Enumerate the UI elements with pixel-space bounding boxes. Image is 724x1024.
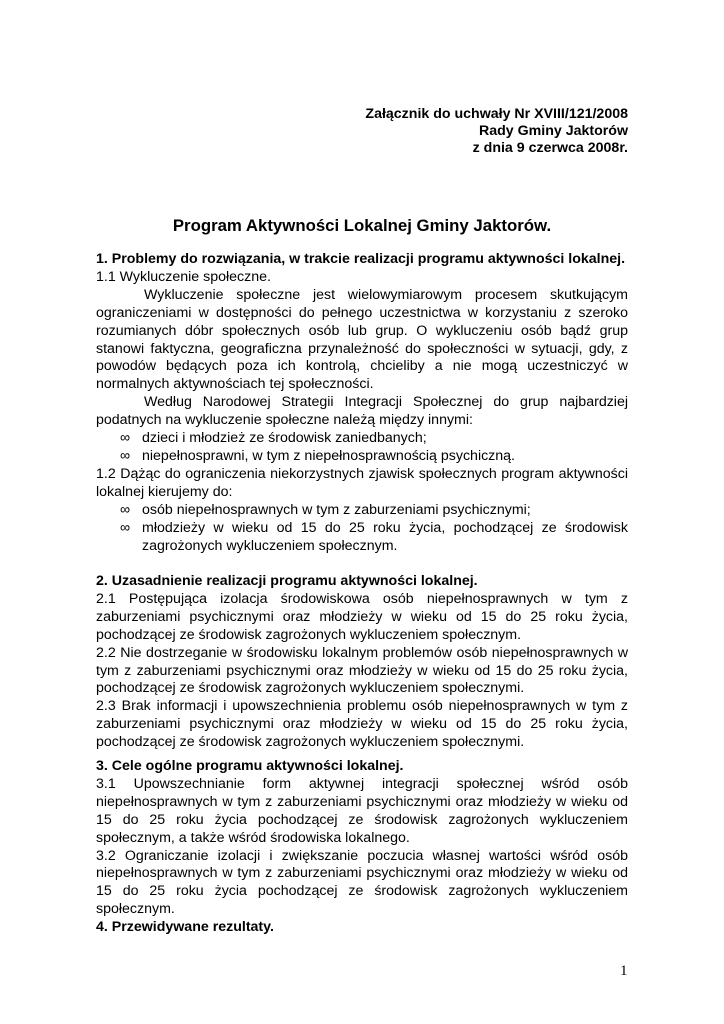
list-item: [96, 520, 628, 556]
bullet-text: niepełnosprawni, w tym z niepełnosprawnością psychiczną.: [142, 447, 516, 464]
list-item: [96, 430, 628, 448]
bullet-text: osób niepełnosprawnych w tym z zaburzeniami psychicznymi;: [142, 501, 531, 518]
section-2: [96, 573, 628, 752]
section-3-heading: 3. Cele ogólne programu aktywności lokalnej.: [96, 758, 404, 774]
section-3: [96, 758, 628, 937]
bullet-text: młodzieży w wieku od 15 do 25 roku życia, pochodzącej ze środowisk zagrożonych wykluczeniem społecznym.: [142, 519, 628, 554]
bullet-text: dzieci i młodzież ze środowisk zaniedbanych;: [142, 430, 427, 447]
section-1: [96, 251, 628, 555]
infinity-bullet-icon: ∞: [120, 519, 131, 536]
section-2-paragraph-2: 2.2 Nie dostrzeganie w środowisku lokalnym problemów osób niepełnosprawnych w tym z zaburzeniami psychicznymi oraz młodzieży w wieku od 15 do 25 roku życia, pochodzącej ze środowisk zagrożonych wykluczeniem społecznymi.: [96, 644, 628, 697]
section-1-heading: 1. Problemy do rozwiązania, w trakcie realizacji programu aktywności lokalnej.: [96, 251, 626, 267]
section-2-heading: 2. Uzasadnienie realizacji programu aktywności lokalnej.: [96, 573, 478, 589]
list-item: [96, 448, 628, 466]
section-4-heading: 4. Przewidywane rezultaty.: [96, 919, 274, 936]
section-3-paragraph-2: 3.2 Ograniczanie izolacji i zwiększanie poczucia własnej wartości wśród osób niepełnosprawnych w tym z zaburzeniami psychicznymi oraz młodzieży w wieku od 15 do 25 roku życia pochodzącej ze środowisk zagrożonych wykluczeniem społecznym.: [96, 847, 628, 918]
header-line-date: z dnia 9 czerwca 2008r.: [472, 140, 628, 156]
subsection-1-1: 1.1 Wykluczenie społeczne.: [96, 268, 271, 285]
section-1-paragraph-1: Wykluczenie społeczne jest wielowymiarowym procesem skutkującym ograniczeniami w dostępności do pełnego uczestnictwa w korzystaniu z szeroko rozumianych dóbr społecznych osób lub grup. O wykluczeniu osób bądź grup stanowi faktyczna, geograficzna przynależność do społeczności w sytuacji, gdy, z powodów będących poza ich kontrolą, chcieliby a nie mogą uczestniczyć w normalnych aktywnościach tej społeczności.: [96, 286, 628, 393]
section-1-paragraph-2: Według Narodowej Strategii Integracji Społecznej do grup najbardziej podatnych na wykluczenie społeczne należą między innymi:: [96, 394, 628, 429]
document-page: [96, 0, 628, 1024]
page-number: 1: [620, 963, 628, 979]
infinity-bullet-icon: ∞: [120, 447, 131, 464]
header-line-council: Rady Gminy Jaktorów: [478, 123, 628, 139]
header-line-resolution: Załącznik do uchwały Nr XVIII/121/2008: [365, 106, 628, 122]
attachment-header: [365, 106, 628, 157]
infinity-bullet-icon: ∞: [120, 430, 131, 447]
document-title: Program Aktywności Lokalnej Gminy Jaktorów.: [172, 216, 552, 235]
infinity-bullet-icon: ∞: [120, 501, 131, 518]
section-2-paragraph-1: 2.1 Postępująca izolacja środowiskowa osób niepełnosprawnych w tym z zaburzeniami psychicznymi oraz młodzieży w wieku od 15 do 25 roku życia, pochodzącej ze środowisk zagrożonych wykluczeniem społecznym.: [96, 590, 628, 643]
list-item: [96, 502, 628, 520]
subsection-1-2: 1.2 Dążąc do ograniczenia niekorzystnych zjawisk społecznych program aktywności lokalnej kierujemy do:: [96, 465, 628, 500]
section-3-paragraph-1: 3.1 Upowszechnianie form aktywnej integracji społecznej wśród osób niepełnosprawnych w tym z zaburzeniami psychicznymi oraz młodzieży w wieku od 15 do 25 roku życia pochodzącej ze środowisk zagrożonych wykluczeniem społecznym, a także wśród środowiska lokalnego.: [96, 775, 628, 846]
section-2-paragraph-3: 2.3 Brak informacji i upowszechnienia problemu osób niepełnosprawnych w tym z zaburzeniami psychicznymi oraz młodzieży w wieku od 15 do 25 roku życia, pochodzącej ze środowisk zagrożonych wykluczeniem społecznymi.: [96, 698, 628, 751]
